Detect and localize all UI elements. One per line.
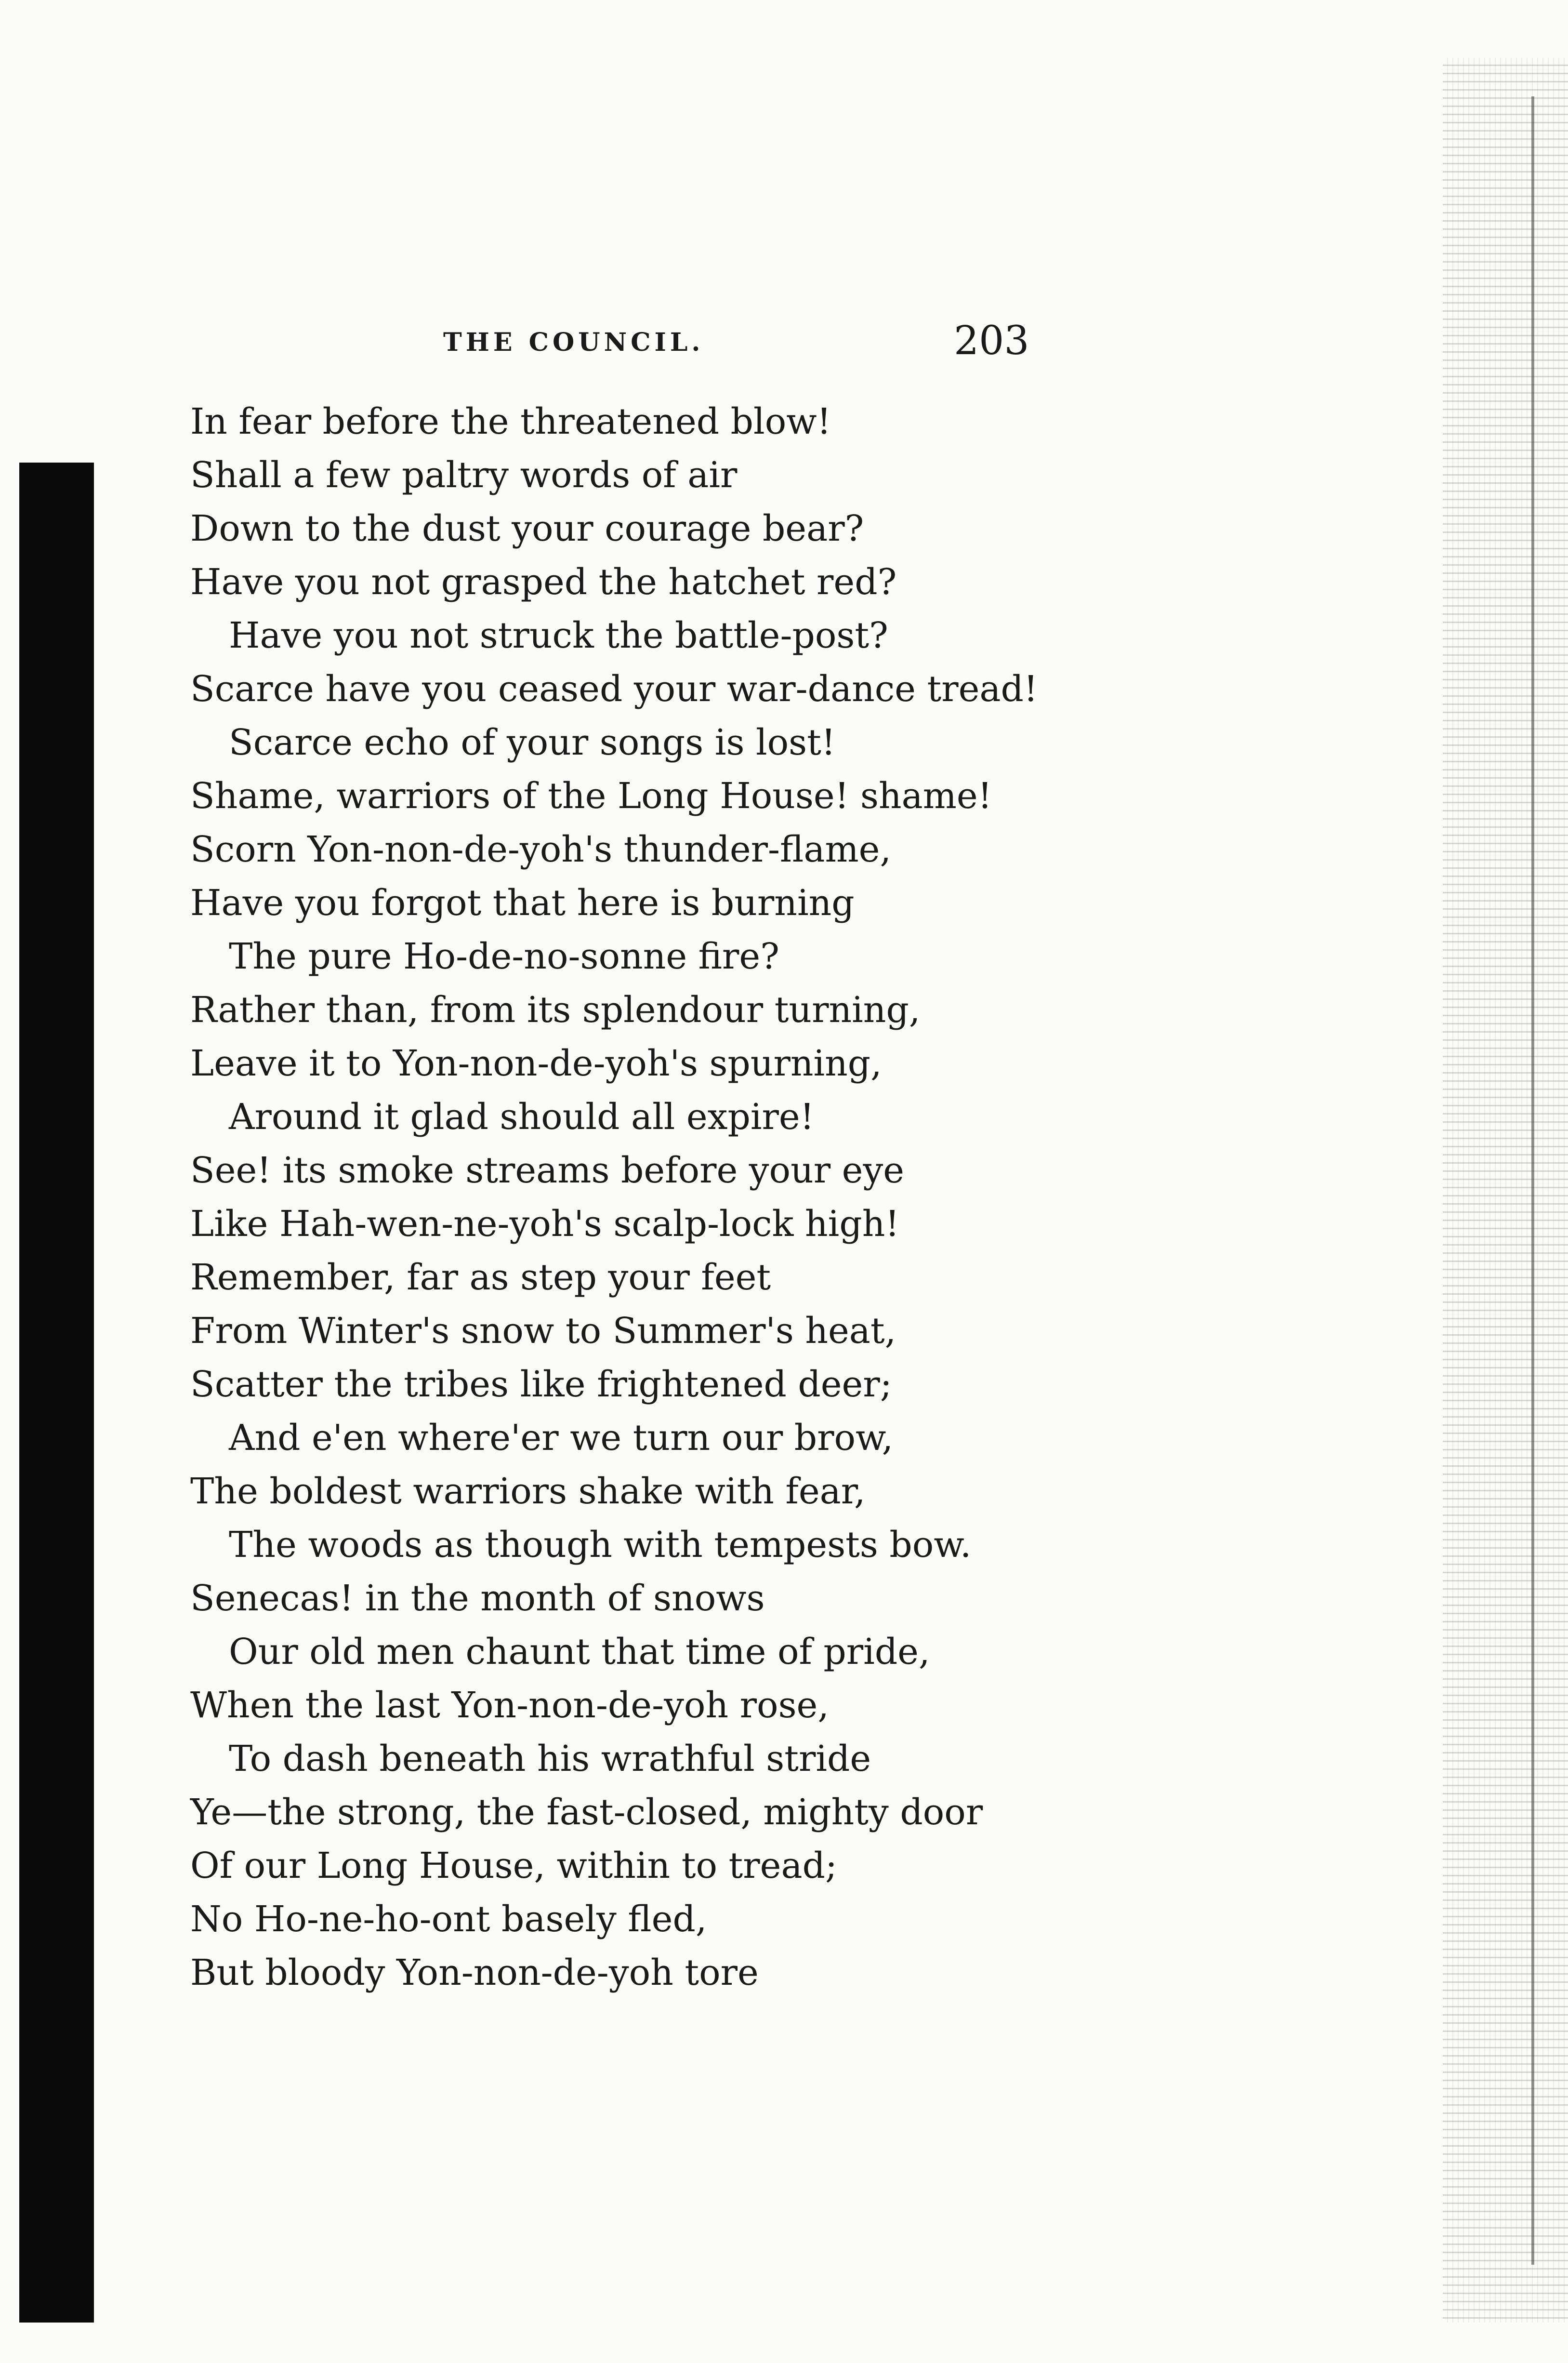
poem-line: Like Hah-wen-ne-yoh's scalp-lock high! [190, 1203, 900, 1245]
poem-line: No Ho-ne-ho-ont basely fled, [190, 1898, 707, 1940]
poem-line: Rather than, from its splendour turning, [190, 989, 921, 1031]
poem-line: From Winter's snow to Summer's heat, [190, 1310, 896, 1352]
poem-line: Have you not grasped the hatchet red? [190, 561, 897, 603]
page-edge-line [1531, 96, 1534, 2265]
poem-line: And e'en where'er we turn our brow, [229, 1417, 894, 1459]
poem-line: Senecas! in the month of snows [190, 1578, 765, 1619]
poem-body [190, 395, 1057, 2000]
poem-line: Around it glad should all expire! [229, 1096, 815, 1138]
poem-line: The woods as though with tempests bow. [229, 1524, 972, 1566]
poem-line: Shall a few paltry words of air [190, 454, 738, 496]
poem-line: Ye—the strong, the fast-closed, mighty door [190, 1792, 983, 1833]
poem-line: Of our Long House, within to tread; [190, 1845, 837, 1886]
poem-line: Remember, far as step your feet [190, 1257, 771, 1298]
poem-line: Leave it to Yon-non-de-yoh's spurning, [190, 1043, 882, 1084]
poem-line: The pure Ho-de-no-sonne fire? [229, 936, 779, 977]
poem-line: Scarce have you ceased your war-dance tread! [190, 668, 1038, 710]
poem-line: Scorn Yon-non-de-yoh's thunder-flame, [190, 829, 891, 870]
poem-line: To dash beneath his wrathful stride [229, 1738, 871, 1779]
poem-line: Scatter the tribes like frightened deer; [190, 1364, 892, 1405]
running-head: THE COUNCIL. [443, 328, 704, 357]
poem-line: Have you forgot that here is burning [190, 882, 855, 924]
binding-shadow [19, 463, 94, 2323]
poem-line: See! its smoke streams before your eye [190, 1150, 905, 1191]
page-header [193, 318, 1031, 376]
poem-line: But bloody Yon-non-de-yoh tore [190, 1952, 759, 1993]
poem-line: The boldest warriors shake with fear, [190, 1471, 866, 1512]
poem-line: In fear before the threatened blow! [190, 401, 831, 442]
page-number: 203 [954, 318, 1029, 364]
poem-line: Our old men chaunt that time of pride, [229, 1631, 930, 1673]
poem-line: Down to the dust your courage bear? [190, 508, 864, 549]
poem-line: When the last Yon-non-de-yoh rose, [190, 1685, 829, 1726]
poem-line: Shame, warriors of the Long House! shame! [190, 775, 992, 817]
poem-line: Have you not struck the battle-post? [229, 615, 888, 656]
poem-line: Scarce echo of your songs is lost! [229, 722, 836, 763]
page-edge-speckle [1443, 58, 1568, 2323]
